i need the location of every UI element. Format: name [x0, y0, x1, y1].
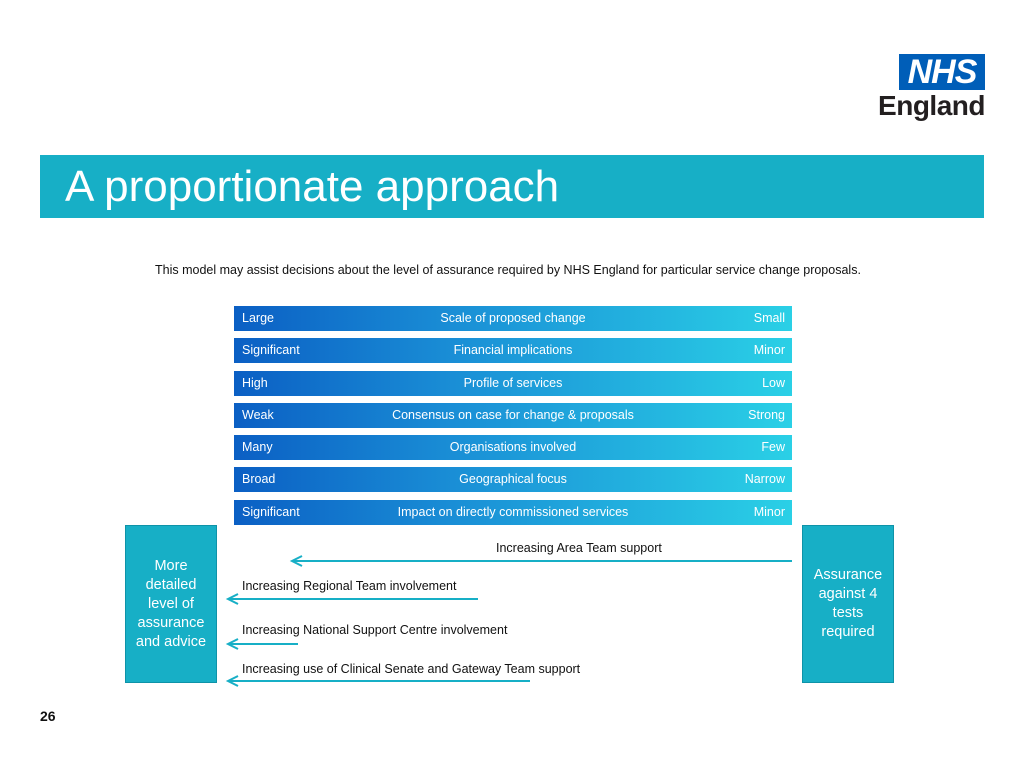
row-middle-label: Organisations involved — [449, 440, 577, 455]
row-left-label: Weak — [242, 407, 274, 422]
row-left-label: Significant — [242, 343, 300, 358]
row-right-label: Narrow — [744, 472, 785, 487]
row-right-label: Minor — [753, 343, 785, 358]
row-right-label: Small — [753, 311, 785, 325]
row-right-label: Minor — [753, 504, 785, 519]
row-middle-label: Scale of proposed change — [440, 311, 586, 325]
row-middle-label: Geographical focus — [459, 472, 567, 487]
arrow-label-area-team: Increasing Area Team support — [496, 541, 662, 555]
row-left-label: Broad — [242, 472, 276, 487]
nhs-logo-box: NHS — [899, 54, 985, 90]
row-left-label: Large — [242, 311, 274, 325]
row-middle-label: Financial implications — [453, 343, 573, 358]
row-middle-label: Impact on directly commissioned services — [397, 504, 629, 519]
row-left-label: High — [242, 375, 268, 390]
page-number: 26 — [40, 708, 56, 724]
row-right-label: Strong — [748, 407, 785, 422]
row-right-label: Low — [762, 375, 785, 390]
slide-title: A proportionate approach — [65, 162, 560, 211]
row-left-label: Significant — [242, 504, 300, 519]
detailed-assurance-text: More detailed level of assurance and advice — [135, 557, 207, 650]
row-middle-label: Profile of services — [463, 375, 563, 390]
row-right-label: Few — [761, 440, 785, 455]
assurance-tests-text: Assurance against 4 tests required — [813, 567, 883, 640]
row-middle-label: Consensus on case for change & proposals — [392, 407, 634, 422]
nhs-logo-word: England — [878, 90, 985, 121]
intro-text: This model may assist decisions about the level of assurance required by NHS England for particular service change proposals. — [155, 263, 861, 277]
arrow-label-national-centre: Increasing National Support Centre involvement — [242, 623, 508, 637]
row-left-label: Many — [242, 440, 273, 455]
arrow-label-clinical-senate: Increasing use of Clinical Senate and Gateway Team support — [242, 662, 581, 676]
arrow-label-regional-team: Increasing Regional Team involvement — [242, 579, 457, 593]
